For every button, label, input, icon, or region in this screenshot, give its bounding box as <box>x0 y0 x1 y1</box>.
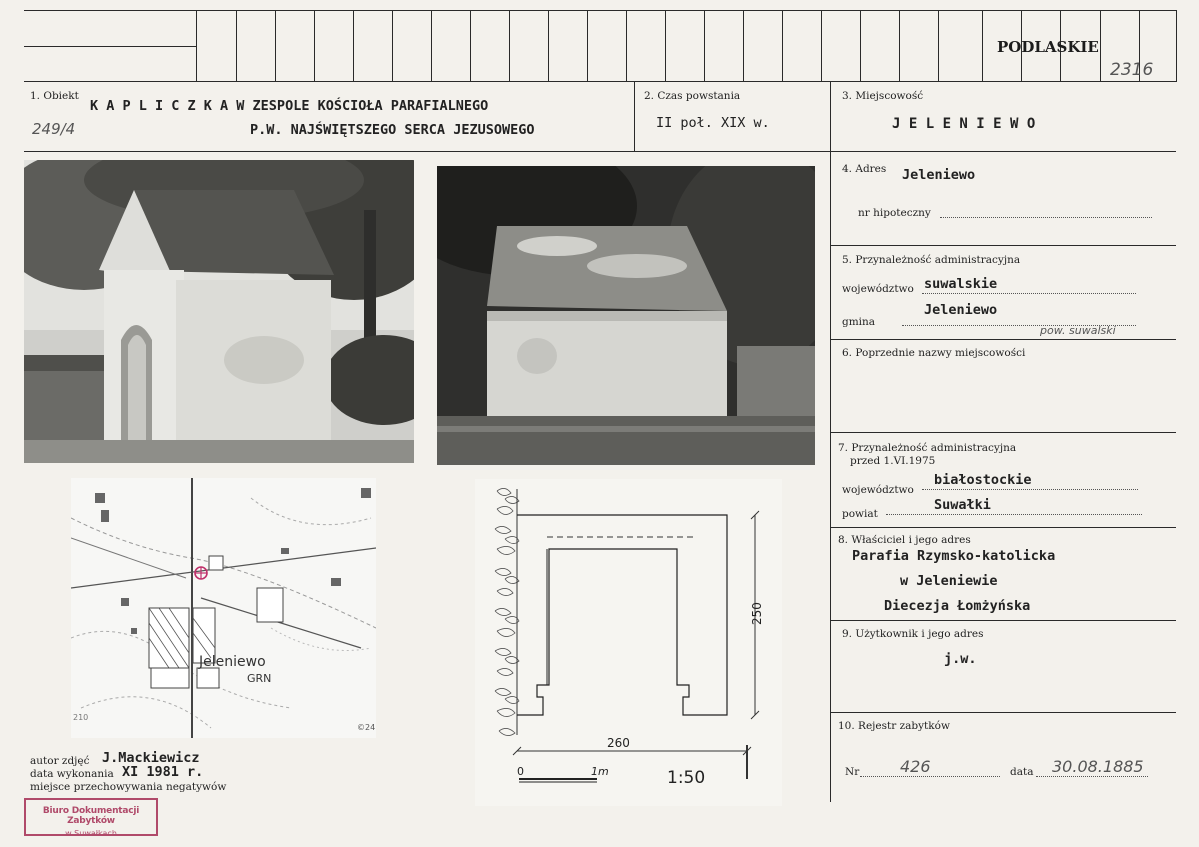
uzytkownik-value: j.w. <box>944 651 977 667</box>
header-column-rule <box>821 10 822 82</box>
header-column-rule <box>587 10 588 82</box>
obiekt-label: 1. Obiekt <box>30 90 79 102</box>
photo-chapel-front <box>24 160 414 463</box>
header-column-rule <box>353 10 354 82</box>
header-column-rule <box>392 10 393 82</box>
rejestr-nr-line <box>860 776 1000 777</box>
header-column-rule <box>665 10 666 82</box>
rejestr-nr-label: Nr <box>845 766 860 778</box>
plan-dim-width: 260 <box>607 736 630 750</box>
data-wykonania-value: XI 1981 r. <box>122 764 204 780</box>
header-column-rule <box>860 10 861 82</box>
map-contour-a: 210 <box>73 713 89 722</box>
header-column-rule <box>704 10 705 82</box>
rejestr-data-line <box>1036 776 1148 777</box>
powiat-label: powiat <box>842 508 878 520</box>
hipoteczny-label: nr hipoteczny <box>858 207 931 219</box>
obiekt-number: 249/4 <box>32 120 76 138</box>
map-contour-b: ©24 <box>357 723 376 732</box>
rejestr-data-label: data <box>1010 766 1034 778</box>
header-column-rule <box>509 10 510 82</box>
map-sub-label: GRN <box>247 672 272 685</box>
plan-scale-zero: 0 <box>517 765 524 778</box>
rejestr-data-value: 30.08.1885 <box>1052 757 1144 776</box>
rejestr-label: 10. Rejestr zabytków <box>838 720 950 732</box>
powiat-value: Suwałki <box>934 497 991 513</box>
rule-after-9 <box>831 712 1176 713</box>
adres-value: Jeleniewo <box>902 167 976 183</box>
data-wykonania-label: data wykonania <box>30 768 114 780</box>
header-column-rule <box>431 10 432 82</box>
przynaleznosc-label: 5. Przynależność administracyjna <box>842 254 1021 266</box>
obiekt-line1: K A P L I C Z K A W ZESPOLE KOŚCIOŁA PARAFIALNEGO <box>90 98 489 114</box>
rule-after-5 <box>831 339 1176 340</box>
office-stamp <box>24 798 158 836</box>
plan-scale-unit: 1m <box>591 765 609 778</box>
left-rule <box>24 46 196 47</box>
czas-label: 2. Czas powstania <box>644 90 741 102</box>
przynaleznosc-1975-sub: przed 1.VI.1975 <box>850 455 936 467</box>
wlasciciel-line1: Parafia Rzymsko-katolicka <box>852 548 1056 564</box>
header-column-rule <box>982 10 983 82</box>
poprzednie-label: 6. Poprzednie nazwy miejscowości <box>842 347 1026 359</box>
autor-value: J.Mackiewicz <box>102 750 200 766</box>
floor-plan <box>475 479 782 806</box>
hipoteczny-line <box>940 217 1152 218</box>
rejestr-nr-value: 426 <box>900 757 931 776</box>
woj-1975-label: województwo <box>842 484 914 496</box>
rule-after-7 <box>831 527 1176 528</box>
header-column-rule <box>275 10 276 82</box>
adres-label: 4. Adres <box>842 163 887 175</box>
stamp-line1: Biuro Dokumentacji Zabytków <box>42 806 140 826</box>
wlasciciel-line2: w Jeleniewie <box>900 573 998 589</box>
header-column-rule <box>899 10 900 82</box>
stamp-line2: w Suwałkach <box>65 829 117 838</box>
uzytkownik-label: 9. Użytkownik i jego adres <box>842 628 984 640</box>
wlasciciel-label: 8. Właściciel i jego adres <box>838 534 971 546</box>
plan-scale-ratio: 1:50 <box>667 768 706 788</box>
pow-note: pow. suwalski <box>1040 324 1116 337</box>
miejscowosc-label: 3. Miejscowość <box>842 90 924 102</box>
header-column-rule <box>196 10 197 82</box>
header-column-rule <box>470 10 471 82</box>
woj-line <box>922 293 1136 294</box>
row1-divider-a <box>634 82 635 151</box>
woj-1975-line <box>922 489 1138 490</box>
autor-label: autor zdjęć <box>30 755 90 767</box>
miejsce-negatywow-label: miejsce przechowywania negatywów <box>30 781 227 793</box>
header-column-rule <box>236 10 237 82</box>
header-column-rule <box>548 10 549 82</box>
plan-dim-height: 250 <box>750 602 764 625</box>
header-column-rule <box>1100 10 1101 82</box>
row1-bottom-rule <box>24 151 1176 152</box>
location-map <box>71 478 376 738</box>
czas-value: II poł. XIX w. <box>656 115 770 131</box>
map-town-label: Jeleniewo <box>199 654 266 670</box>
header-column-rule <box>743 10 744 82</box>
photo-chapel-side <box>437 166 815 465</box>
wlasciciel-line3: Diecezja Łomżyńska <box>884 598 1031 614</box>
header-column-rule <box>938 10 939 82</box>
przynaleznosc-1975-label: 7. Przynależność administracyjna <box>838 442 1017 454</box>
gmina-label: gmina <box>842 316 876 328</box>
header-column-rule <box>1176 10 1177 82</box>
powiat-line <box>886 514 1142 515</box>
woj-label: województwo <box>842 283 914 295</box>
header-column-rule <box>626 10 627 82</box>
woj-1975-value: białostockie <box>934 472 1032 488</box>
header-column-rule <box>314 10 315 82</box>
region-title: PODLASKIE <box>997 38 1099 56</box>
rule-after-4 <box>831 245 1176 246</box>
gmina-value: Jeleniewo <box>924 302 998 318</box>
header-column-rule <box>782 10 783 82</box>
rule-after-8 <box>831 620 1176 621</box>
right-column-divider <box>830 82 831 802</box>
rule-after-6 <box>831 432 1176 433</box>
miejscowosc-value: J E L E N I E W O <box>892 116 1036 132</box>
woj-value: suwalskie <box>924 276 998 292</box>
card-number: 2316 <box>1110 60 1154 80</box>
obiekt-line2: P.W. NAJŚWIĘTSZEGO SERCA JEZUSOWEGO <box>250 122 535 138</box>
